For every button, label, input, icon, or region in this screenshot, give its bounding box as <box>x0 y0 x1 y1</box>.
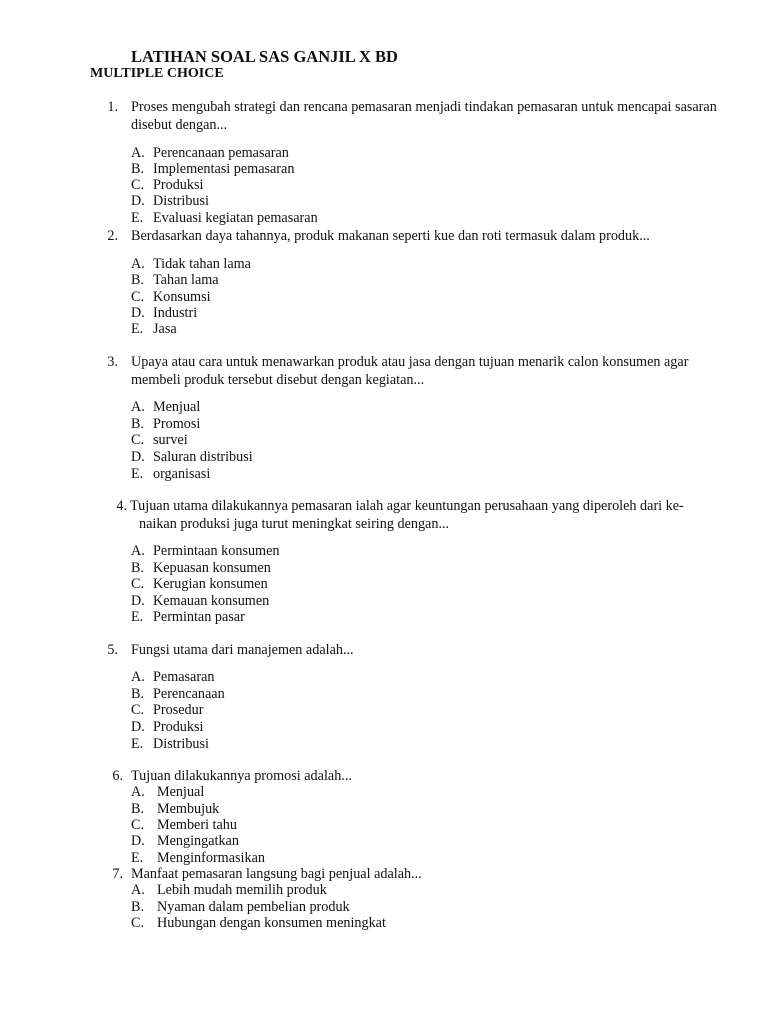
option-text: Menginformasikan <box>157 850 265 866</box>
option-letter: D. <box>131 593 145 609</box>
option-letter: A. <box>131 399 145 415</box>
option-text: Industri <box>153 305 198 321</box>
question-text: Proses mengubah strategi dan rencana pemasaran menjadi tindakan pemasaran untuk mencapai sasaran <box>131 99 717 115</box>
option-letter: B. <box>131 560 145 576</box>
option-text: Memberi tahu <box>157 817 237 833</box>
option-letter: C. <box>131 915 145 931</box>
option-letter: B. <box>131 161 145 177</box>
question-text: Fungsi utama dari manajemen adalah... <box>131 642 354 658</box>
option-text: Kemauan konsumen <box>153 593 270 609</box>
option-text: survei <box>153 432 188 448</box>
option-letter: B. <box>131 686 145 702</box>
option-letter: A. <box>131 784 145 800</box>
option-letter: C. <box>131 289 145 305</box>
question-number: 5. <box>107 642 118 658</box>
option-letter: C. <box>131 817 145 833</box>
option-letter: D. <box>131 193 145 209</box>
option-letter: E. <box>131 736 144 752</box>
option-letter: D. <box>131 719 145 735</box>
option-letter: E. <box>131 466 144 482</box>
option-text: Implementasi pemasaran <box>153 161 295 177</box>
option-text: Konsumsi <box>153 289 211 305</box>
option-letter: A. <box>131 543 145 559</box>
question-text: disebut dengan... <box>131 117 228 133</box>
option-text: Permintaan konsumen <box>153 543 280 559</box>
option-text: Kerugian konsumen <box>153 576 268 592</box>
option-text: Menjual <box>157 784 205 800</box>
question-number: 6. <box>112 768 123 784</box>
option-text: Produksi <box>153 177 204 193</box>
option-text: Perencanaan <box>153 686 225 702</box>
option-letter: E. <box>131 210 144 226</box>
option-text: Promosi <box>153 416 201 432</box>
option-letter: A. <box>131 882 145 898</box>
question-text: naikan produksi juga turut meningkat seiring dengan... <box>139 516 450 532</box>
option-letter: E. <box>131 321 144 337</box>
option-text: Tidak tahan lama <box>153 256 251 272</box>
option-letter: D. <box>131 449 145 465</box>
option-text: Distribusi <box>153 193 209 209</box>
question-number: 7. <box>112 866 123 882</box>
question-text: Manfaat pemasaran langsung bagi penjual adalah... <box>131 866 422 882</box>
question-number: 2. <box>107 228 118 244</box>
option-letter: D. <box>131 833 145 849</box>
option-text: Hubungan dengan konsumen meningkat <box>157 915 386 931</box>
section-heading: MULTIPLE CHOICE <box>90 66 224 81</box>
option-text: Permintan pasar <box>153 609 245 625</box>
option-letter: C. <box>131 702 145 718</box>
option-text: Saluran distribusi <box>153 449 253 465</box>
option-text: Perencanaan pemasaran <box>153 145 289 161</box>
option-letter: A. <box>131 256 145 272</box>
option-letter: B. <box>131 899 145 915</box>
option-text: Nyaman dalam pembelian produk <box>157 899 350 915</box>
question-text: Tujuan dilakukannya promosi adalah... <box>131 768 352 784</box>
question-number: 4. <box>116 498 127 514</box>
option-text: Distribusi <box>153 736 209 752</box>
option-letter: A. <box>131 669 145 685</box>
option-letter: C. <box>131 576 145 592</box>
option-text: Jasa <box>153 321 177 337</box>
option-text: Kepuasan konsumen <box>153 560 271 576</box>
option-letter: D. <box>131 305 145 321</box>
option-text: Evaluasi kegiatan pemasaran <box>153 210 318 226</box>
option-text: Tahan lama <box>153 272 219 288</box>
option-text: Menjual <box>153 399 201 415</box>
option-letter: B. <box>131 416 145 432</box>
option-letter: C. <box>131 177 145 193</box>
option-letter: B. <box>131 801 145 817</box>
option-text: organisasi <box>153 466 211 482</box>
question-number: 3. <box>107 354 118 370</box>
option-letter: B. <box>131 272 145 288</box>
question-number: 1. <box>107 99 118 115</box>
option-text: Produksi <box>153 719 204 735</box>
question-text: Tujuan utama dilakukannya pemasaran ialah agar keuntungan perusahaan yang diperoleh dari ke- <box>130 498 684 514</box>
option-letter: E. <box>131 609 144 625</box>
option-text: Prosedur <box>153 702 204 718</box>
option-text: Pemasaran <box>153 669 215 685</box>
option-letter: C. <box>131 432 145 448</box>
option-text: Mengingatkan <box>157 833 239 849</box>
question-text: membeli produk tersebut disebut dengan kegiatan... <box>131 372 425 388</box>
option-letter: A. <box>131 145 145 161</box>
question-text: Berdasarkan daya tahannya, produk makanan seperti kue dan roti termasuk dalam produk... <box>131 228 650 244</box>
question-text: Upaya atau cara untuk menawarkan produk atau jasa dengan tujuan menarik calon konsumen agar <box>131 354 689 370</box>
option-text: Membujuk <box>157 801 220 817</box>
option-text: Lebih mudah memilih produk <box>157 882 327 898</box>
document-title: LATIHAN SOAL SAS GANJIL X BD <box>131 47 398 66</box>
option-letter: E. <box>131 850 144 866</box>
